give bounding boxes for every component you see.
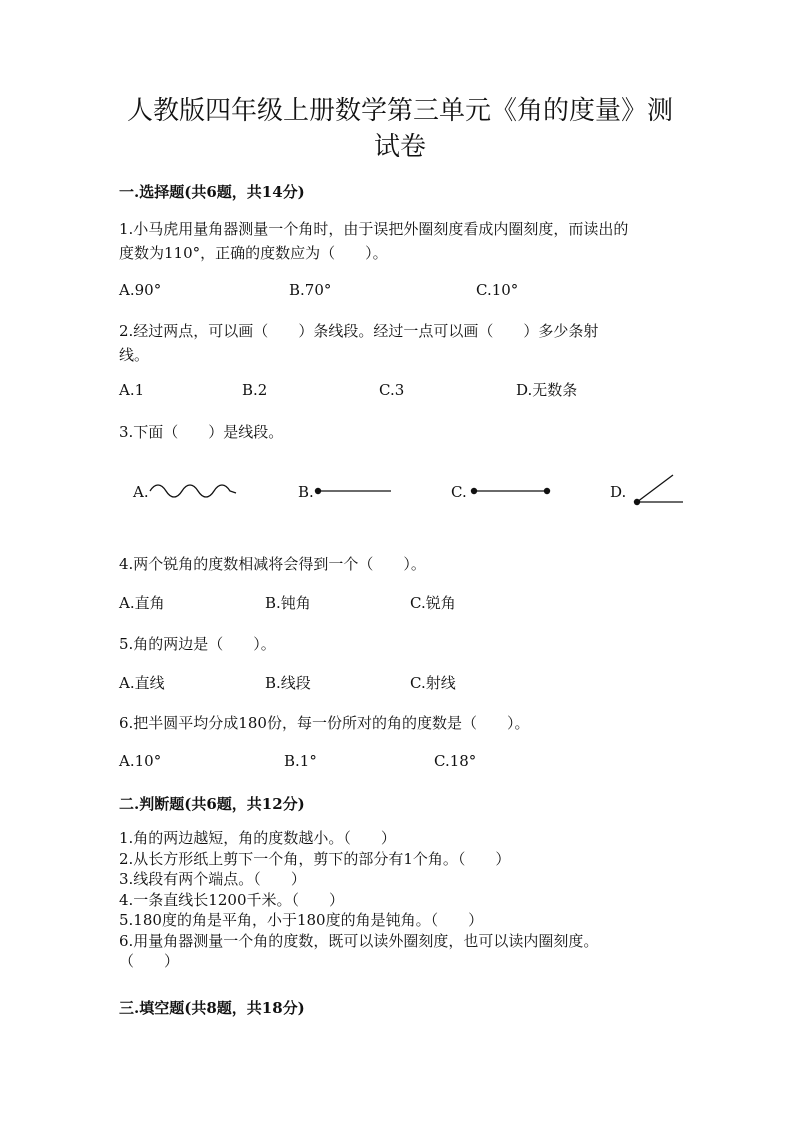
q4-option-a: A.直角 [119,594,165,612]
q6-option-c: C.18° [434,752,477,770]
angle-figure [634,475,683,505]
section-heading-judge: 二.判断题(共6题，共12分) [119,795,305,813]
q2-option-b: B.2 [242,381,268,399]
question-6: 6.把半圆平均分成180份，每一份所对的角的度数是（ ）。 [119,714,530,732]
q3-option-c: C. [451,483,467,501]
q3-option-b: B. [298,483,314,501]
segment-figure [471,488,550,494]
q1-option-a: A.90° [119,281,162,299]
q5-option-c: C.射线 [410,674,456,692]
question-2-line1: 2.经过两点，可以画（ ）条线段。经过一点可以画（ ）多少条射 [119,322,599,340]
page-title: 人教版四年级上册数学第三单元《角的度量》测试卷 [126,96,673,162]
question-5: 5.角的两边是（ ）。 [119,635,276,653]
q4-option-b: B.钝角 [265,594,311,612]
judge-question-4: 4.一条直线长1200千米。（ ） [119,890,344,909]
question-2 [119,319,598,367]
q3-figure-row [0,465,800,515]
wavy-line-figure [150,485,236,497]
section-heading-fill: 三.填空题(共8题，共18分) [119,999,305,1017]
question-4: 4.两个锐角的度数相减将会得到一个（ ）。 [119,555,426,573]
q4-option-c: C.锐角 [410,594,456,612]
judge-question-6: 6.用量角器测量一个角的度数，既可以读外圈刻度，也可以读内圈刻度。 [119,931,599,950]
question-3: 3.下面（ ）是线段。 [119,423,284,441]
ray-figure [315,488,391,494]
question-1-line2: 度数为110°，正确的度数应为（ ）。 [119,244,388,262]
q6-option-a: A.10° [119,752,162,770]
q2-option-a: A.1 [119,381,145,399]
question-2-line2: 线。 [119,346,150,364]
q1-option-c: C.10° [476,281,519,299]
question-1 [119,217,628,265]
q3-option-a: A. [133,483,149,501]
section-heading-choice: 一.选择题(共6题，共14分) [119,183,305,201]
judge-question-2: 2.从长方形纸上剪下一个角，剪下的部分有1个角。（ ） [119,849,511,868]
q1-option-b: B.70° [289,281,332,299]
q2-option-c: C.3 [379,381,405,399]
judge-question-3: 3.线段有两个端点。（ ） [119,870,306,888]
judge-question-1: 1.角的两边越短，角的度数越小。（ ） [119,829,396,847]
judge-question-5: 5.180度的角是平角，小于180度的角是钝角。（ ） [119,911,484,929]
q5-option-b: B.线段 [265,674,311,692]
q5-option-a: A.直线 [119,674,165,692]
judge-question-list [119,828,598,972]
q6-option-b: B.1° [284,752,317,770]
q3-option-d: D. [610,483,627,501]
q2-option-d: D.无数条 [516,381,578,399]
question-1-line1: 1.小马虎用量角器测量一个角时，由于误把外圈刻度看成内圈刻度，而读出的 [119,220,629,238]
judge-question-6-blank: （ ） [119,952,180,970]
